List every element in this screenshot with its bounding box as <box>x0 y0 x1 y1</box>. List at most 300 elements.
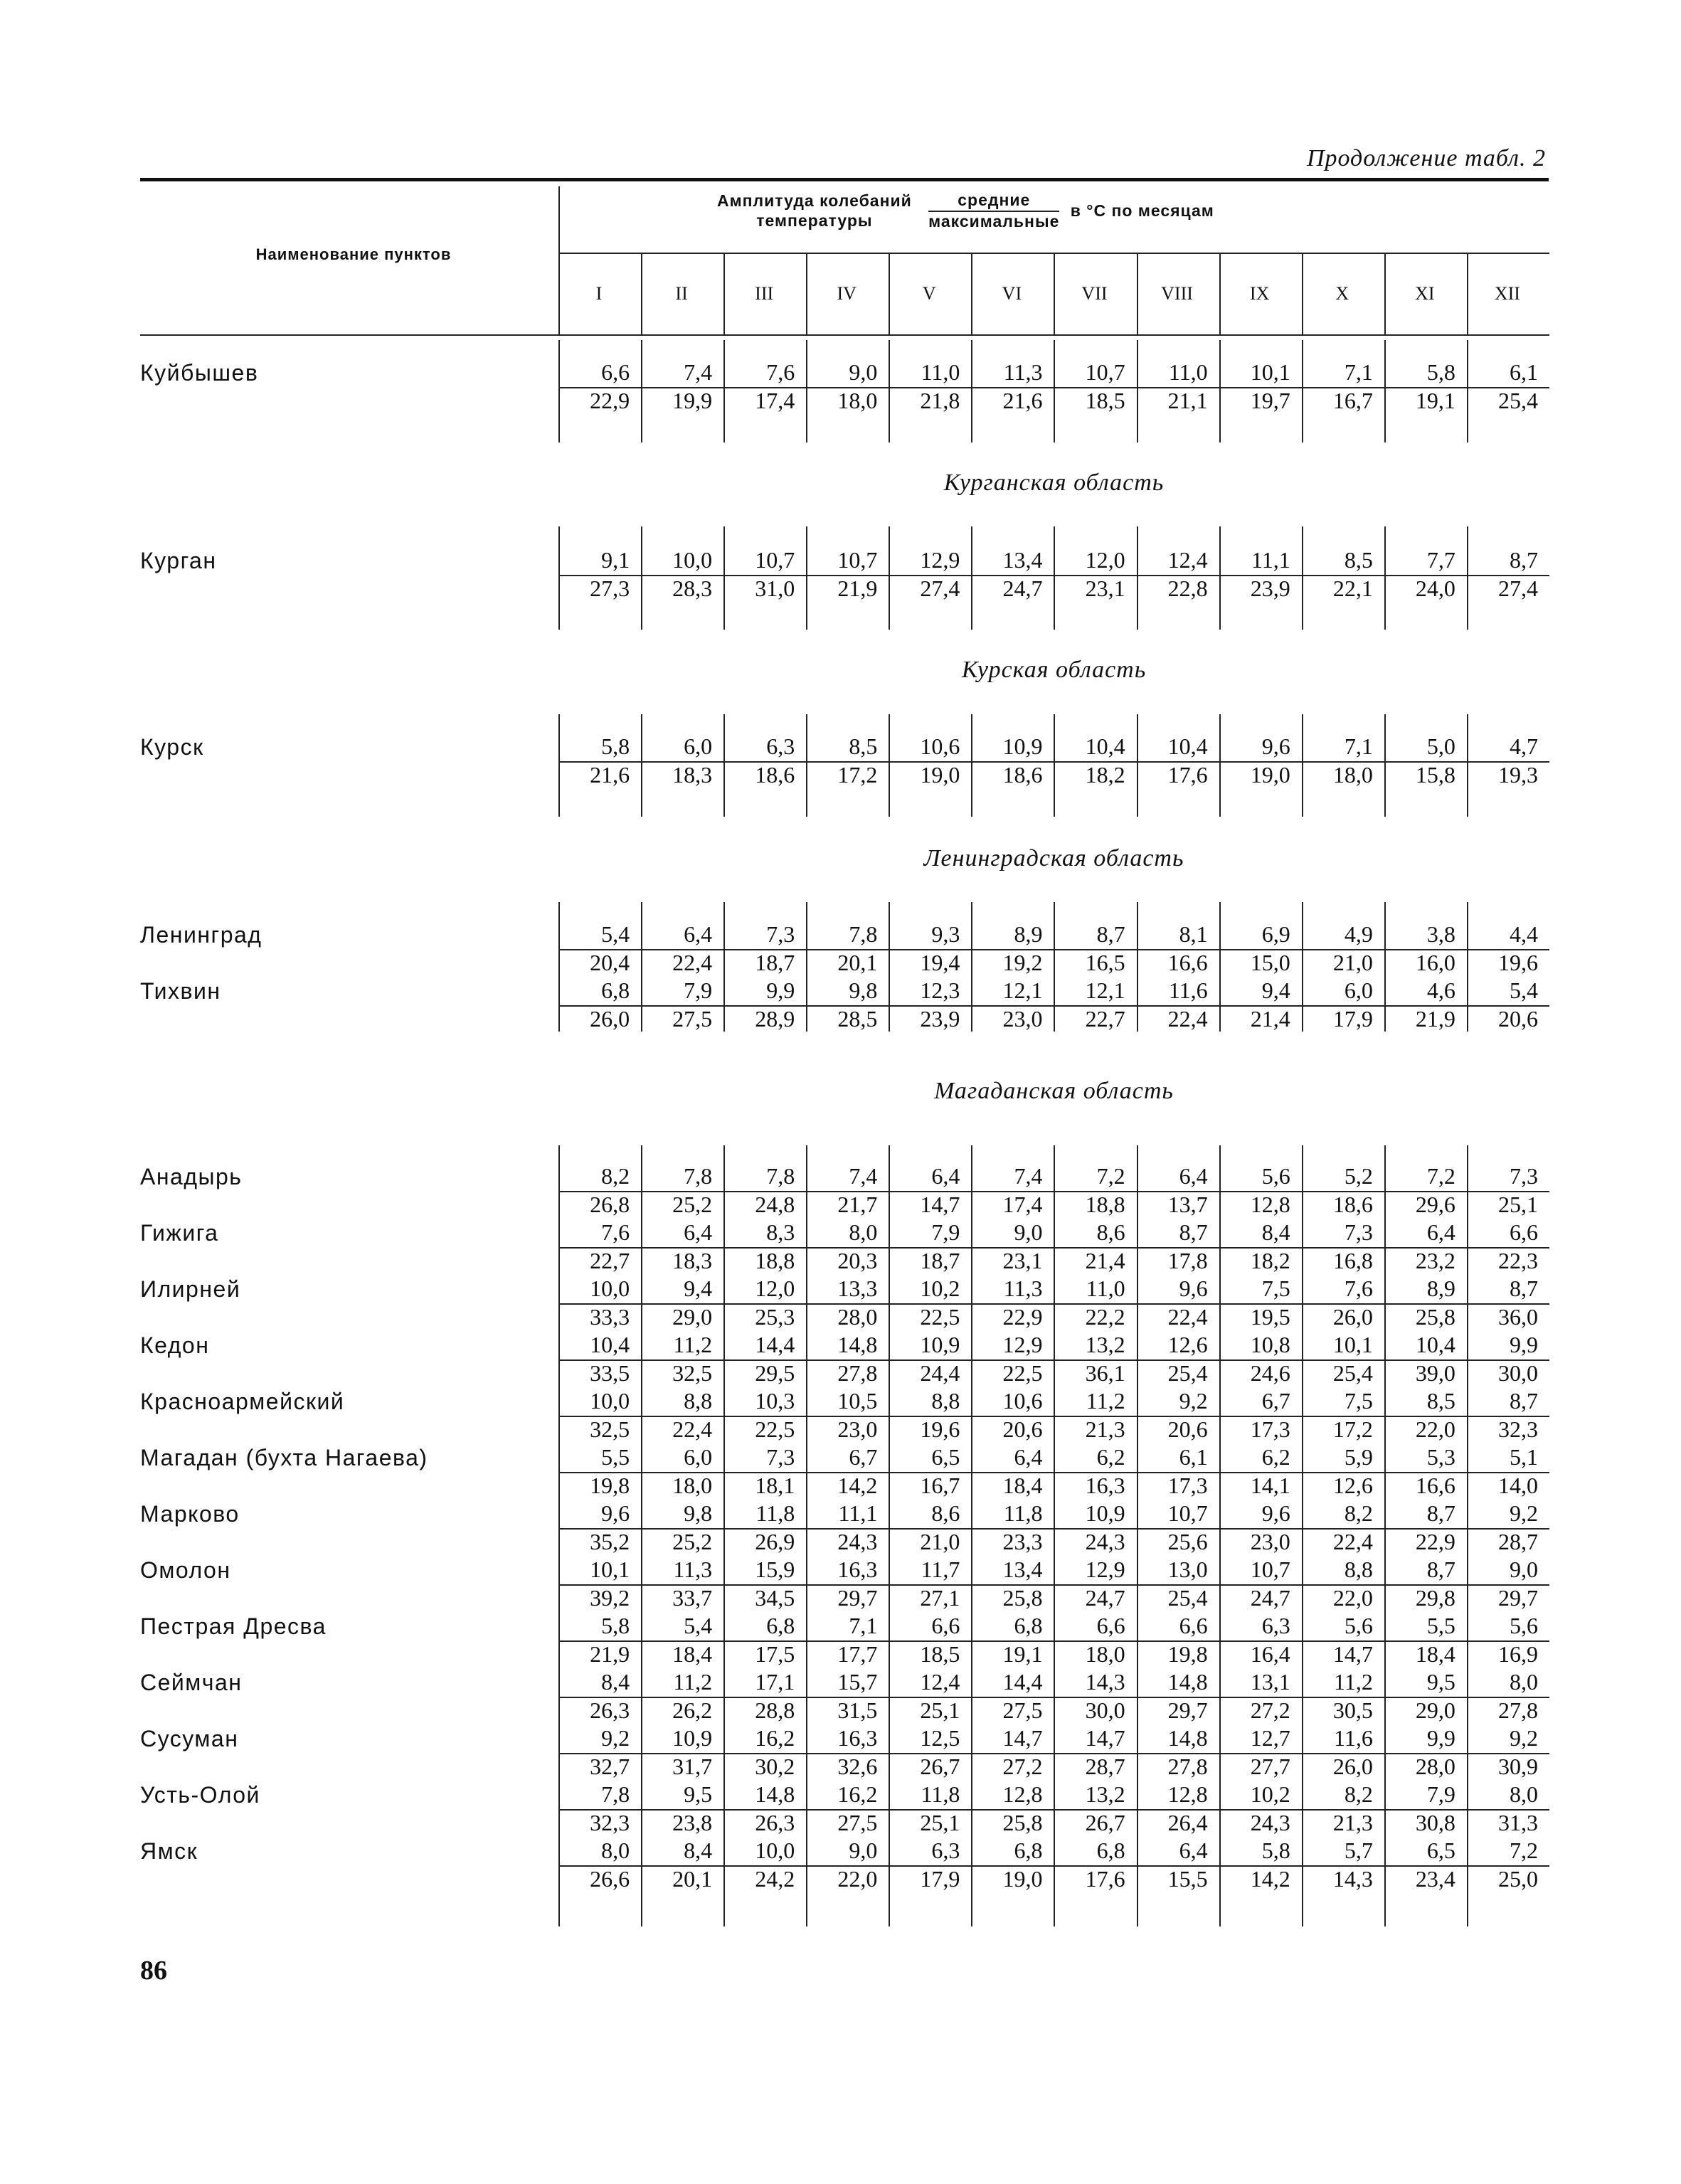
max-amplitude-cell: 21,6 <box>1002 388 1043 413</box>
max-amplitude-cell: 21,1 <box>1167 388 1208 413</box>
max-amplitude-row <box>558 1751 1549 1781</box>
mean-amplitude-cell: 6,6 <box>1096 1613 1125 1638</box>
max-amplitude-cell: 27,1 <box>920 1585 960 1611</box>
max-amplitude-cell: 22,1 <box>1332 576 1373 601</box>
mean-amplitude-cell: 11,8 <box>921 1781 960 1807</box>
mean-amplitude-cell: 8,5 <box>1344 547 1373 573</box>
month-header: XI <box>1415 283 1435 304</box>
region-heading: Курская область <box>961 657 1147 683</box>
max-amplitude-cell: 39,2 <box>590 1585 630 1611</box>
max-amplitude-cell: 24,3 <box>1085 1529 1125 1554</box>
mean-amplitude-cell: 14,8 <box>837 1332 878 1357</box>
mean-amplitude-cell: 7,8 <box>684 1163 713 1189</box>
month-header: VIII <box>1161 283 1193 304</box>
mean-amplitude-cell: 10,1 <box>590 1557 630 1582</box>
mean-amplitude-cell: 12,6 <box>1167 1332 1208 1357</box>
mean-amplitude-cell: 13,2 <box>1085 1332 1125 1357</box>
max-amplitude-cell: 27,8 <box>1498 1697 1538 1723</box>
max-amplitude-cell: 22,3 <box>1498 1248 1538 1273</box>
month-header: III <box>755 283 774 304</box>
max-amplitude-cell: 29,8 <box>1415 1585 1455 1611</box>
max-amplitude-cell: 30,2 <box>755 1754 795 1779</box>
mean-amplitude-cell: 8,5 <box>849 733 878 759</box>
max-amplitude-cell: 20,1 <box>837 950 878 975</box>
max-amplitude-cell: 23,4 <box>1415 1866 1455 1892</box>
mean-amplitude-row <box>558 545 1549 576</box>
mean-amplitude-cell: 6,8 <box>1014 1613 1043 1638</box>
max-amplitude-cell: 30,8 <box>1415 1810 1455 1835</box>
month-header: VI <box>1002 283 1022 304</box>
mean-amplitude-cell: 10,9 <box>920 1332 960 1357</box>
max-amplitude-cell: 16,3 <box>1085 1473 1125 1498</box>
mean-amplitude-cell: 14,8 <box>755 1781 795 1807</box>
mean-amplitude-cell: 7,5 <box>1261 1276 1290 1301</box>
max-amplitude-row <box>558 760 1549 790</box>
mean-amplitude-cell: 4,6 <box>1426 977 1455 1003</box>
mean-amplitude-cell: 12,7 <box>1250 1725 1290 1751</box>
max-amplitude-cell: 20,1 <box>672 1866 713 1892</box>
mean-amplitude-cell: 5,0 <box>1426 733 1455 759</box>
max-amplitude-cell: 21,7 <box>837 1192 878 1217</box>
mean-amplitude-cell: 15,7 <box>837 1669 878 1695</box>
max-amplitude-cell: 17,7 <box>837 1641 878 1667</box>
mean-amplitude-cell: 9,6 <box>1261 733 1290 759</box>
max-amplitude-row <box>558 1864 1549 1894</box>
max-amplitude-cell: 17,3 <box>1250 1416 1290 1442</box>
mean-amplitude-cell: 6,1 <box>1510 359 1538 385</box>
title-right: в °С по месяцам <box>1070 201 1214 221</box>
max-amplitude-cell: 21,3 <box>1085 1416 1125 1442</box>
mean-amplitude-cell: 8,1 <box>1179 921 1208 947</box>
max-amplitude-row <box>558 1358 1549 1388</box>
mean-amplitude-cell: 5,6 <box>1261 1163 1290 1189</box>
mean-amplitude-cell: 8,4 <box>684 1838 713 1863</box>
max-amplitude-cell: 19,9 <box>672 388 713 413</box>
mean-amplitude-cell: 7,8 <box>601 1781 630 1807</box>
mean-amplitude-cell: 10,5 <box>837 1388 878 1414</box>
max-amplitude-cell: 26,0 <box>1332 1754 1373 1779</box>
max-amplitude-cell: 22,8 <box>1167 576 1208 601</box>
mean-amplitude-cell: 16,3 <box>837 1725 878 1751</box>
mean-amplitude-cell: 12,9 <box>920 547 960 573</box>
max-amplitude-row <box>558 1004 1549 1034</box>
column-rule <box>889 253 890 334</box>
max-amplitude-cell: 22,2 <box>1085 1304 1125 1330</box>
max-amplitude-cell: 27,5 <box>837 1810 878 1835</box>
max-amplitude-cell: 14,2 <box>837 1473 878 1498</box>
max-amplitude-row <box>558 386 1549 415</box>
mean-amplitude-cell: 12,0 <box>1085 547 1125 573</box>
mean-amplitude-cell: 11,7 <box>921 1557 960 1582</box>
max-amplitude-cell: 28,7 <box>1085 1754 1125 1779</box>
max-amplitude-cell: 22,4 <box>672 950 713 975</box>
max-amplitude-cell: 26,2 <box>672 1697 713 1723</box>
max-amplitude-cell: 21,4 <box>1085 1248 1125 1273</box>
max-amplitude-cell: 16,7 <box>1332 388 1373 413</box>
mean-amplitude-cell: 13,4 <box>1002 1557 1043 1582</box>
region-heading: Ленинградская область <box>923 845 1184 871</box>
mean-amplitude-cell: 12,5 <box>920 1725 960 1751</box>
month-header: IX <box>1249 283 1270 304</box>
max-amplitude-cell: 25,4 <box>1167 1585 1208 1611</box>
mean-amplitude-cell: 6,4 <box>1014 1444 1043 1470</box>
max-amplitude-cell: 17,2 <box>1332 1416 1373 1442</box>
mean-amplitude-cell: 9,2 <box>601 1725 630 1751</box>
mean-amplitude-cell: 9,4 <box>1261 977 1290 1003</box>
mean-amplitude-cell: 6,4 <box>931 1163 960 1189</box>
max-amplitude-cell: 24,6 <box>1250 1360 1290 1386</box>
max-amplitude-cell: 31,5 <box>837 1697 878 1723</box>
max-amplitude-cell: 32,3 <box>590 1810 630 1835</box>
station-name: Омолон <box>140 1557 231 1583</box>
max-amplitude-cell: 16,7 <box>920 1473 960 1498</box>
max-amplitude-cell: 25,4 <box>1498 388 1538 413</box>
station-name: Анадырь <box>140 1164 243 1189</box>
mean-amplitude-cell: 10,1 <box>1332 1332 1373 1357</box>
max-amplitude-cell: 17,3 <box>1167 1473 1208 1498</box>
mean-amplitude-cell: 9,9 <box>766 977 795 1003</box>
max-amplitude-cell: 12,6 <box>1332 1473 1373 1498</box>
mean-amplitude-cell: 10,4 <box>1085 733 1125 759</box>
mean-amplitude-cell: 9,5 <box>1426 1669 1455 1695</box>
max-amplitude-cell: 21,4 <box>1250 1006 1290 1032</box>
mean-amplitude-cell: 5,4 <box>684 1613 713 1638</box>
mean-amplitude-cell: 12,9 <box>1002 1332 1043 1357</box>
max-amplitude-cell: 25,6 <box>1167 1529 1208 1554</box>
mean-amplitude-cell: 6,2 <box>1096 1444 1125 1470</box>
column-rule <box>1467 253 1468 334</box>
max-amplitude-cell: 22,9 <box>1415 1529 1455 1554</box>
station-name: Марково <box>140 1501 240 1527</box>
mean-amplitude-cell: 7,3 <box>766 1444 795 1470</box>
max-amplitude-row <box>558 1808 1549 1838</box>
max-amplitude-cell: 18,3 <box>672 1248 713 1273</box>
mean-amplitude-cell: 11,1 <box>1251 547 1290 573</box>
mean-amplitude-cell: 11,3 <box>1003 359 1043 385</box>
max-amplitude-cell: 24,0 <box>1415 576 1455 601</box>
max-amplitude-cell: 25,1 <box>920 1810 960 1835</box>
title-left-top: Амплитуда колебаний <box>717 191 912 210</box>
max-amplitude-cell: 22,0 <box>1332 1585 1373 1611</box>
column-rule <box>806 253 807 334</box>
mean-amplitude-cell: 15,9 <box>755 1557 795 1582</box>
mean-amplitude-cell: 9,8 <box>849 977 878 1003</box>
max-amplitude-cell: 21,9 <box>590 1641 630 1667</box>
mean-amplitude-cell: 8,0 <box>1510 1781 1538 1807</box>
max-amplitude-cell: 36,1 <box>1085 1360 1125 1386</box>
mean-amplitude-cell: 7,1 <box>849 1613 878 1638</box>
max-amplitude-cell: 27,2 <box>1250 1697 1290 1723</box>
mean-amplitude-cell: 6,0 <box>684 1444 713 1470</box>
station-name: Усть-Олой <box>140 1782 260 1808</box>
max-amplitude-cell: 17,5 <box>755 1641 795 1667</box>
max-amplitude-cell: 24,7 <box>1250 1585 1290 1611</box>
max-amplitude-cell: 23,8 <box>672 1810 713 1835</box>
max-amplitude-cell: 32,7 <box>590 1754 630 1779</box>
max-amplitude-cell: 19,0 <box>1002 1866 1043 1892</box>
mean-amplitude-cell: 14,8 <box>1167 1669 1208 1695</box>
mean-amplitude-cell: 14,7 <box>1002 1725 1043 1751</box>
mean-amplitude-cell: 11,6 <box>1334 1725 1373 1751</box>
mean-amplitude-cell: 5,6 <box>1344 1613 1373 1638</box>
mean-amplitude-cell: 11,2 <box>673 1669 713 1695</box>
station-name: Красноармейский <box>140 1389 345 1414</box>
station-name: Пестрая Дресва <box>140 1613 327 1639</box>
max-amplitude-cell: 18,2 <box>1250 1248 1290 1273</box>
max-amplitude-cell: 14,7 <box>1332 1641 1373 1667</box>
mean-amplitude-cell: 7,4 <box>1014 1163 1043 1189</box>
max-amplitude-cell: 17,4 <box>1002 1192 1043 1217</box>
max-amplitude-cell: 27,5 <box>672 1006 713 1032</box>
mean-amplitude-cell: 5,4 <box>1510 977 1538 1003</box>
max-amplitude-cell: 20,6 <box>1167 1416 1208 1442</box>
max-amplitude-cell: 18,7 <box>755 950 795 975</box>
mean-amplitude-cell: 14,7 <box>1085 1725 1125 1751</box>
max-amplitude-row <box>558 1639 1549 1669</box>
max-amplitude-row <box>558 1302 1549 1332</box>
mean-amplitude-cell: 12,8 <box>1002 1781 1043 1807</box>
max-amplitude-cell: 25,2 <box>672 1192 713 1217</box>
max-amplitude-cell: 25,8 <box>1415 1304 1455 1330</box>
mean-amplitude-cell: 10,9 <box>672 1725 713 1751</box>
max-amplitude-cell: 19,0 <box>1250 762 1290 788</box>
mean-amplitude-cell: 13,2 <box>1085 1781 1125 1807</box>
max-amplitude-cell: 31,3 <box>1498 1810 1538 1835</box>
max-amplitude-cell: 21,9 <box>837 576 878 601</box>
mean-amplitude-cell: 6,4 <box>1179 1163 1208 1189</box>
station-name: Кедон <box>140 1332 210 1358</box>
max-amplitude-cell: 29,0 <box>672 1304 713 1330</box>
mean-amplitude-cell: 8,0 <box>849 1219 878 1245</box>
mean-amplitude-cell: 10,3 <box>755 1388 795 1414</box>
max-amplitude-cell: 32,5 <box>590 1416 630 1442</box>
mean-amplitude-cell: 10,7 <box>837 547 878 573</box>
mean-amplitude-cell: 7,8 <box>766 1163 795 1189</box>
mean-amplitude-cell: 6,2 <box>1261 1444 1290 1470</box>
max-amplitude-cell: 28,0 <box>837 1304 878 1330</box>
page-number: 86 <box>140 1956 167 1986</box>
max-amplitude-cell: 19,0 <box>920 762 960 788</box>
mean-amplitude-cell: 7,5 <box>1344 1388 1373 1414</box>
mean-amplitude-cell: 7,9 <box>931 1219 960 1245</box>
max-amplitude-cell: 34,5 <box>755 1585 795 1611</box>
max-amplitude-cell: 19,8 <box>1167 1641 1208 1667</box>
max-amplitude-row <box>558 573 1549 603</box>
mean-amplitude-cell: 8,9 <box>1426 1276 1455 1301</box>
mean-amplitude-cell: 8,7 <box>1510 547 1538 573</box>
mean-amplitude-cell: 13,4 <box>1002 547 1043 573</box>
max-amplitude-cell: 16,4 <box>1250 1641 1290 1667</box>
max-amplitude-cell: 29,6 <box>1415 1192 1455 1217</box>
mean-amplitude-cell: 7,8 <box>849 921 878 947</box>
max-amplitude-cell: 18,6 <box>755 762 795 788</box>
mean-amplitude-cell: 4,7 <box>1510 733 1538 759</box>
mean-amplitude-cell: 6,4 <box>684 1219 713 1245</box>
max-amplitude-cell: 18,0 <box>1332 762 1373 788</box>
max-amplitude-cell: 20,3 <box>837 1248 878 1273</box>
mean-amplitude-cell: 14,3 <box>1085 1669 1125 1695</box>
mean-amplitude-cell: 5,3 <box>1426 1444 1455 1470</box>
mean-amplitude-cell: 9,0 <box>1510 1557 1538 1582</box>
max-amplitude-cell: 22,4 <box>1332 1529 1373 1554</box>
station-name: Магадан (бухта Нагаева) <box>140 1445 428 1470</box>
max-amplitude-cell: 19,5 <box>1250 1304 1290 1330</box>
top-rule <box>140 178 1549 181</box>
max-amplitude-cell: 18,8 <box>1085 1192 1125 1217</box>
mean-amplitude-cell: 6,8 <box>766 1613 795 1638</box>
station-name: Куйбышев <box>140 360 259 386</box>
max-amplitude-cell: 26,7 <box>1085 1810 1125 1835</box>
max-amplitude-cell: 18,7 <box>920 1248 960 1273</box>
max-amplitude-cell: 30,5 <box>1332 1697 1373 1723</box>
mean-amplitude-row <box>558 1779 1549 1811</box>
max-amplitude-cell: 20,6 <box>1002 1416 1043 1442</box>
max-amplitude-cell: 27,4 <box>920 576 960 601</box>
mean-amplitude-row <box>558 1498 1549 1530</box>
mean-amplitude-cell: 12,4 <box>1167 547 1208 573</box>
title-ratio-fraction <box>928 191 1059 231</box>
max-amplitude-cell: 19,8 <box>590 1473 630 1498</box>
max-amplitude-cell: 15,0 <box>1250 950 1290 975</box>
max-amplitude-cell: 23,2 <box>1415 1248 1455 1273</box>
mean-amplitude-cell: 5,5 <box>601 1444 630 1470</box>
max-amplitude-cell: 35,2 <box>590 1529 630 1554</box>
max-amplitude-cell: 29,7 <box>837 1585 878 1611</box>
mean-amplitude-cell: 7,1 <box>1344 359 1373 385</box>
mean-amplitude-cell: 9,2 <box>1510 1725 1538 1751</box>
max-amplitude-cell: 22,9 <box>1002 1304 1043 1330</box>
mean-amplitude-cell: 7,6 <box>601 1219 630 1245</box>
max-amplitude-cell: 26,3 <box>755 1810 795 1835</box>
mean-amplitude-cell: 10,2 <box>920 1276 960 1301</box>
max-amplitude-cell: 25,1 <box>1498 1192 1538 1217</box>
mean-amplitude-cell: 11,8 <box>755 1500 795 1526</box>
mean-amplitude-cell: 10,7 <box>755 547 795 573</box>
mean-amplitude-row <box>558 1723 1549 1754</box>
mean-amplitude-cell: 16,2 <box>755 1725 795 1751</box>
mean-amplitude-cell: 7,3 <box>1344 1219 1373 1245</box>
max-amplitude-cell: 25,0 <box>1498 1866 1538 1892</box>
mean-amplitude-cell: 6,9 <box>1261 921 1290 947</box>
mean-amplitude-cell: 7,6 <box>1344 1276 1373 1301</box>
mean-amplitude-cell: 10,0 <box>590 1276 630 1301</box>
mean-amplitude-cell: 10,0 <box>755 1838 795 1863</box>
max-amplitude-cell: 29,7 <box>1167 1697 1208 1723</box>
station-name: Ленинград <box>140 922 263 948</box>
max-amplitude-cell: 18,6 <box>1002 762 1043 788</box>
mean-amplitude-cell: 8,8 <box>931 1388 960 1414</box>
mean-amplitude-cell: 6,3 <box>931 1838 960 1863</box>
month-header: II <box>675 283 688 304</box>
max-amplitude-cell: 16,8 <box>1332 1248 1373 1273</box>
mean-amplitude-cell: 8,6 <box>1096 1219 1125 1245</box>
max-amplitude-cell: 27,8 <box>1167 1754 1208 1779</box>
max-amplitude-cell: 22,5 <box>1002 1360 1043 1386</box>
max-amplitude-cell: 19,7 <box>1250 388 1290 413</box>
mean-amplitude-cell: 7,3 <box>766 921 795 947</box>
mean-amplitude-cell: 11,6 <box>1168 977 1208 1003</box>
max-amplitude-cell: 17,2 <box>837 762 878 788</box>
mean-amplitude-cell: 11,8 <box>1003 1500 1043 1526</box>
mean-amplitude-cell: 12,8 <box>1167 1781 1208 1807</box>
mean-amplitude-cell: 10,1 <box>1250 359 1290 385</box>
mean-amplitude-cell: 5,8 <box>601 1613 630 1638</box>
names-column-header: Наименование пунктов <box>255 245 452 263</box>
max-amplitude-cell: 17,9 <box>920 1866 960 1892</box>
max-amplitude-cell: 14,2 <box>1250 1866 1290 1892</box>
mean-amplitude-row <box>558 1667 1549 1698</box>
mean-amplitude-cell: 8,9 <box>1014 921 1043 947</box>
max-amplitude-cell: 21,9 <box>1415 1006 1455 1032</box>
max-amplitude-cell: 14,3 <box>1332 1866 1373 1892</box>
max-amplitude-row <box>558 1246 1549 1276</box>
month-header: VII <box>1081 283 1108 304</box>
mean-amplitude-cell: 6,3 <box>766 733 795 759</box>
max-amplitude-cell: 26,0 <box>1332 1304 1373 1330</box>
mean-amplitude-cell: 6,7 <box>849 1444 878 1470</box>
mean-amplitude-cell: 10,6 <box>920 733 960 759</box>
mean-amplitude-cell: 5,8 <box>1261 1838 1290 1863</box>
title-frac-top: средние <box>928 191 1059 212</box>
mean-amplitude-cell: 10,0 <box>590 1388 630 1414</box>
max-amplitude-cell: 28,0 <box>1415 1754 1455 1779</box>
max-amplitude-cell: 26,0 <box>590 1006 630 1032</box>
mean-amplitude-cell: 8,3 <box>766 1219 795 1245</box>
max-amplitude-cell: 23,0 <box>1250 1529 1290 1554</box>
mean-amplitude-cell: 8,0 <box>601 1838 630 1863</box>
mean-amplitude-cell: 8,4 <box>601 1669 630 1695</box>
max-amplitude-cell: 31,0 <box>755 576 795 601</box>
max-amplitude-cell: 12,8 <box>1250 1192 1290 1217</box>
mean-amplitude-cell: 11,0 <box>1086 1276 1125 1301</box>
mean-amplitude-row <box>558 1386 1549 1417</box>
mean-amplitude-cell: 14,8 <box>1167 1725 1208 1751</box>
max-amplitude-row <box>558 1527 1549 1557</box>
max-amplitude-cell: 19,4 <box>920 950 960 975</box>
column-rule <box>641 253 642 334</box>
mean-amplitude-cell: 5,1 <box>1510 1444 1538 1470</box>
max-amplitude-cell: 26,8 <box>590 1192 630 1217</box>
max-amplitude-cell: 18,5 <box>1085 388 1125 413</box>
mean-amplitude-cell: 11,0 <box>1168 359 1208 385</box>
mean-amplitude-row <box>558 357 1549 388</box>
mean-amplitude-cell: 5,7 <box>1344 1838 1373 1863</box>
mean-amplitude-row <box>558 1442 1549 1473</box>
mean-amplitude-cell: 11,2 <box>1086 1388 1125 1414</box>
max-amplitude-cell: 27,7 <box>1250 1754 1290 1779</box>
max-amplitude-cell: 15,8 <box>1415 762 1455 788</box>
max-amplitude-cell: 19,1 <box>1415 388 1455 413</box>
max-amplitude-row <box>558 1189 1549 1219</box>
mean-amplitude-cell: 8,0 <box>1510 1669 1538 1695</box>
mean-amplitude-cell: 5,6 <box>1510 1613 1538 1638</box>
mean-amplitude-cell: 9,0 <box>849 1838 878 1863</box>
station-name: Гижига <box>140 1220 219 1246</box>
max-amplitude-cell: 23,9 <box>1250 576 1290 601</box>
mean-amplitude-cell: 16,3 <box>837 1557 878 1582</box>
mean-amplitude-row <box>558 1330 1549 1361</box>
mean-amplitude-cell: 6,4 <box>1179 1838 1208 1863</box>
max-amplitude-cell: 19,6 <box>920 1416 960 1442</box>
max-amplitude-cell: 29,5 <box>755 1360 795 1386</box>
station-name: Курган <box>140 548 217 573</box>
mean-amplitude-cell: 9,8 <box>684 1500 713 1526</box>
mean-amplitude-cell: 6,1 <box>1179 1444 1208 1470</box>
mean-amplitude-cell: 10,9 <box>1085 1500 1125 1526</box>
max-amplitude-cell: 26,7 <box>920 1754 960 1779</box>
max-amplitude-cell: 22,4 <box>1167 1304 1208 1330</box>
max-amplitude-cell: 21,6 <box>590 762 630 788</box>
